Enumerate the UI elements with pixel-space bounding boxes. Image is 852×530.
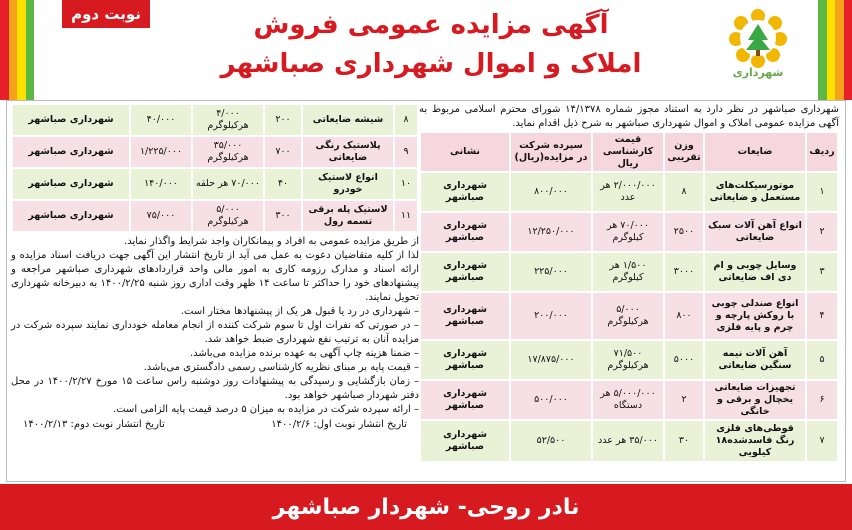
header-cell: وزن تقریبی: [665, 133, 703, 171]
item-name: وسایل چوبی و ام دی اف ضایعاتی: [705, 253, 805, 291]
item-weight: ۴۰: [265, 169, 301, 199]
condition-line: – قیمت پایه بر مبنای نظریه کارشناسی رسمی دادگستری می‌باشد.: [143, 362, 419, 373]
table-row: [421, 381, 837, 419]
item-price: ۷۰/۰۰۰ هر حلقه: [193, 169, 263, 199]
header-cell: نشانی: [421, 133, 509, 171]
header-cell: ردیف: [807, 133, 837, 171]
table-row: [13, 169, 417, 199]
condition-line: – ارائه سپرده شرکت در مزایده به میزان ۵ درصد قیمت پایه الزامی است.: [112, 404, 419, 415]
row-number: ۷: [807, 421, 837, 461]
item-price: ۷۰/۰۰۰ هر کیلوگرم: [593, 213, 663, 251]
row-number: ۴: [807, 293, 837, 339]
second-publication-date: تاریخ انتشار نوبت دوم: ۱۴۰۰/۲/۱۳: [23, 419, 165, 430]
content-area: [6, 100, 846, 482]
item-address: شهرداری صباشهر: [421, 341, 509, 379]
condition-line: – زمان بازگشایی و رسیدگی به پیشنهادات روز دوشنبه راس ساعت ۱۵ مورخ ۱۴۰۰/۲/۲۷ در محل دفتر شهردار صباشهر خواهد بود.: [11, 376, 419, 401]
table-row: [421, 421, 837, 461]
row-number: ۶: [807, 381, 837, 419]
table-row: [421, 341, 837, 379]
additional-items-table: [11, 103, 419, 233]
item-deposit: ۲۰۰/۰۰۰: [511, 293, 591, 339]
item-price: ۵/۰۰۰ هرکیلوگرم: [593, 293, 663, 339]
conditions-text: [11, 235, 419, 417]
row-number: ۸: [395, 105, 417, 135]
row-number: ۹: [395, 137, 417, 167]
publication-dates: [11, 419, 419, 430]
row-number: ۱۰: [395, 169, 417, 199]
item-deposit: ۱/۲۲۵/۰۰۰: [131, 137, 191, 167]
intro-paragraph: شهرداری صباشهر در نظر دارد به استناد مجوز شماره ۱۴/۱۳۷۸ شورای محترم اسلامی مربوط به آگهی مزایده عمومی املاک و اموال شهرداری صباشهر به شرح ذیل اقدام نماید.: [419, 104, 839, 129]
first-publication-date: تاریخ انتشار نوبت اول: ۱۴۰۰/۲/۶: [271, 419, 407, 430]
left-column: [11, 103, 419, 430]
item-price: ۵/۰۰۰ هرکیلوگرم: [193, 201, 263, 231]
item-price: ۳۵/۰۰۰ هرکیلوگرم: [193, 137, 263, 167]
title-line-1: آگهی مزایده عمومی فروش: [253, 10, 609, 40]
item-price: ۴/۰۰۰ هرکیلوگرم: [193, 105, 263, 135]
right-rainbow-stripes: [818, 0, 852, 100]
item-weight: ۷۰۰: [265, 137, 301, 167]
condition-line: لذا از کلیه متقاضیان دعوت به عمل می آید از تاریخ انتشار این آگهی جهت دریافت اسناد مزایده و ارائه اسناد و مدارک رزومه کاری به امور مالی واحد قراردادهای شهرداری صباشهر مراجعه و پیشنهادهای خود را حداکثر تا ساعت ۱۴ ظهر وقت اداری روز شنبه ۱۴۰۰/۲/۲۵ به دبیرخانه شهرداری تحویل نمایند.: [11, 250, 420, 303]
row-number: ۳: [807, 253, 837, 291]
item-price: ۱/۵۰۰ هر کیلوگرم: [593, 253, 663, 291]
item-address: شهرداری صباشهر: [421, 173, 509, 211]
item-name: موتورسیکلت‌های مستعمل و ضایعاتی: [705, 173, 805, 211]
header-cell: قیمت کارشناسی ریال: [593, 133, 663, 171]
condition-line: از طریق مزایده عمومی به افراد و پیمانکاران واجد شرایط واگذار نماید.: [124, 236, 419, 247]
item-address: شهرداری صباشهر: [13, 105, 129, 135]
left-rainbow-stripes: [0, 0, 34, 100]
item-address: شهرداری صباشهر: [421, 253, 509, 291]
item-weight: ۵۰۰۰: [665, 341, 703, 379]
item-name: شیشه ضایعاتی: [303, 105, 393, 135]
table-row: [421, 173, 837, 211]
item-deposit: ۲۲۵/۰۰۰: [511, 253, 591, 291]
item-deposit: ۵۲/۵۰۰: [511, 421, 591, 461]
table-row: [421, 293, 837, 339]
item-deposit: ۱۷/۸۷۵/۰۰۰: [511, 341, 591, 379]
table-row: [421, 253, 837, 291]
item-address: شهرداری صباشهر: [421, 293, 509, 339]
item-weight: ۳۰۰۰: [665, 253, 703, 291]
signature-footer: نادر روحی- شهردار صباشهر: [0, 484, 852, 530]
item-name: پلاستیک رنگی ضایعاتی: [303, 137, 393, 167]
item-weight: ۲۰۰: [265, 105, 301, 135]
item-name: انواع لاستیک خودرو: [303, 169, 393, 199]
item-weight: ۳۰۰: [265, 201, 301, 231]
condition-line: – در صورتی که نفرات اول تا سوم شرکت کننده از انجام معامله خودداری نمایند سپرده شرکت در مزایده آنان به ترتیب نفع شهرداری ضبط خواهد شد.: [11, 320, 419, 345]
item-address: شهرداری صباشهر: [421, 381, 509, 419]
item-name: قوطی‌های فلزی رنگ فاسدشده۱۸ کیلویی: [705, 421, 805, 461]
item-name: لاستیک پله برقی تسمه رول: [303, 201, 393, 231]
row-number: ۱۱: [395, 201, 417, 231]
item-price: ۷۱/۵۰۰ هرکیلوگرم: [593, 341, 663, 379]
municipality-emblem-icon: [726, 6, 790, 70]
item-name: انواع آهن آلات سبک ضایعاتی: [705, 213, 805, 251]
condition-line: – شهرداری در رد یا قبول هر یک از پیشنهادها مختار است.: [180, 306, 419, 317]
table-row: [13, 137, 417, 167]
item-weight: ۸: [665, 173, 703, 211]
condition-line: – ضمنا هزینه چاپ آگهی به عهده برنده مزایده می‌باشد.: [189, 348, 419, 359]
item-deposit: ۷۵/۰۰۰: [131, 201, 191, 231]
item-weight: ۲: [665, 381, 703, 419]
item-deposit: ۸۰۰/۰۰۰: [511, 173, 591, 211]
item-address: شهرداری صباشهر: [421, 213, 509, 251]
item-weight: ۸۰۰: [665, 293, 703, 339]
item-address: شهرداری صباشهر: [13, 169, 129, 199]
row-number: ۲: [807, 213, 837, 251]
header-cell: ضایعات: [705, 133, 805, 171]
item-address: شهرداری صباشهر: [13, 137, 129, 167]
row-number: ۵: [807, 341, 837, 379]
item-deposit: ۵۰۰/۰۰۰: [511, 381, 591, 419]
row-number: ۱: [807, 173, 837, 211]
header: [34, 0, 818, 98]
table-header-row: [421, 133, 837, 171]
item-address: شهرداری صباشهر: [421, 421, 509, 461]
item-deposit: ۱۲/۲۵۰/۰۰۰: [511, 213, 591, 251]
round-badge: نوبت دوم: [62, 0, 150, 28]
table-row: [13, 201, 417, 231]
right-column: [419, 103, 839, 463]
item-price: ۵/۰۰۰/۰۰۰ هر دستگاه: [593, 381, 663, 419]
item-deposit: ۱۴۰/۰۰۰: [131, 169, 191, 199]
item-price: ۲/۰۰۰/۰۰۰ هر عدد: [593, 173, 663, 211]
table-row: [13, 105, 417, 135]
item-name: انواع صندلی چوبی با روکش پارچه و چرم و پایه فلزی: [705, 293, 805, 339]
item-weight: ۲۵۰۰: [665, 213, 703, 251]
logo-caption: شهرداری: [732, 66, 784, 79]
title-line-2: املاک و اموال شهرداری صباشهر: [220, 49, 642, 79]
item-name: آهن آلات نیمه سنگین ضایعاتی: [705, 341, 805, 379]
municipality-logo: [722, 6, 794, 88]
item-price: ۳۵/۰۰۰ هر عدد: [593, 421, 663, 461]
item-address: شهرداری صباشهر: [13, 201, 129, 231]
main-items-table: [419, 131, 839, 463]
header-cell: سپرده شرکت در مزایده(ریال): [511, 133, 591, 171]
item-name: تجهیزات ضایعاتی یخچال و برقی و خانگی: [705, 381, 805, 419]
table-row: [421, 213, 837, 251]
item-deposit: ۴۰/۰۰۰: [131, 105, 191, 135]
item-weight: ۳۰: [665, 421, 703, 461]
page-title: [174, 6, 688, 84]
